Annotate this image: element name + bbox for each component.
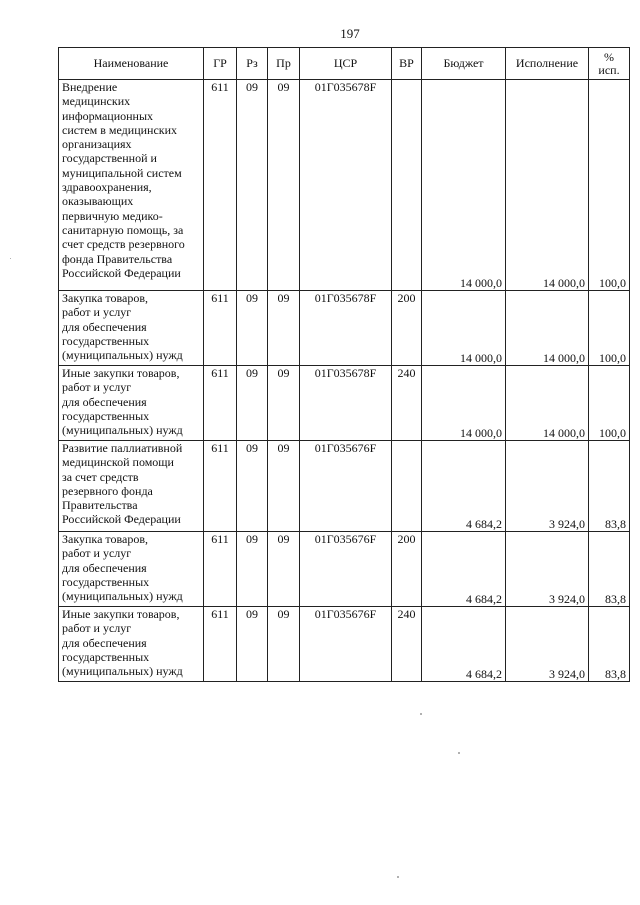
row-gr: 611	[204, 607, 237, 682]
row-rz: 09	[237, 366, 268, 441]
row-rz: 09	[237, 532, 268, 607]
row-name-line: Внедрение	[62, 80, 118, 94]
table-row	[59, 80, 630, 291]
row-budget: 4 684,2	[422, 607, 506, 682]
table-body	[59, 80, 630, 682]
row-percent: 100,0	[589, 366, 630, 441]
row-name-line: для обеспечения	[62, 635, 147, 650]
row-vr: 240	[392, 366, 422, 441]
row-budget: 14 000,0	[422, 80, 506, 291]
row-name	[59, 441, 204, 532]
row-execution: 14 000,0	[506, 80, 589, 291]
row-vr	[392, 80, 422, 291]
row-name-line: счет средств резервного	[62, 237, 185, 252]
row-pr: 09	[268, 291, 300, 366]
row-name-line: санитарную помощь, за	[62, 222, 184, 237]
row-name-line: (муниципальных) нужд	[62, 348, 183, 363]
header-percent-label: исп.	[598, 62, 620, 77]
row-name	[59, 80, 204, 291]
table-row	[59, 607, 630, 682]
header-vr: ВР	[392, 48, 422, 80]
row-csr: 01Г035678F	[300, 366, 392, 441]
row-rz: 09	[237, 291, 268, 366]
row-vr	[392, 441, 422, 532]
row-csr: 01Г035676F	[300, 441, 392, 532]
row-gr: 611	[204, 532, 237, 607]
row-name-line: Иные закупки товаров,	[62, 366, 180, 380]
row-percent: 83,8	[589, 441, 630, 532]
row-execution: 3 924,0	[506, 607, 589, 682]
row-percent: 83,8	[589, 532, 630, 607]
row-name-line: для обеспечения	[62, 394, 147, 409]
row-name-line: Российской Федерации	[62, 512, 181, 527]
header-name: Наименование	[59, 48, 204, 80]
row-rz: 09	[237, 441, 268, 532]
header-rz: Рз	[237, 48, 268, 80]
row-rz: 09	[237, 607, 268, 682]
header-percent	[589, 48, 630, 80]
row-name-line: Иные закупки товаров,	[62, 607, 180, 621]
row-vr: 200	[392, 291, 422, 366]
row-name-line: оказывающих	[62, 194, 134, 209]
scan-speck	[420, 713, 422, 715]
row-name-line: систем в медицинских	[62, 122, 178, 137]
header-percent-symbol: %	[604, 49, 614, 64]
scan-speck	[10, 258, 11, 259]
header-execution: Исполнение	[506, 48, 589, 80]
row-name-line: государственных	[62, 333, 150, 348]
row-name-line: государственных	[62, 408, 150, 423]
row-name-line: муниципальной систем	[62, 165, 182, 180]
row-execution: 3 924,0	[506, 441, 589, 532]
table-header-row	[59, 48, 630, 80]
scan-speck	[458, 752, 460, 754]
row-name-line: Закупка товаров,	[62, 291, 148, 305]
row-name-line: (муниципальных) нужд	[62, 423, 183, 438]
row-budget: 14 000,0	[422, 366, 506, 441]
row-name-line: работ и услуг	[62, 305, 132, 320]
row-name	[59, 291, 204, 366]
row-csr: 01Г035676F	[300, 532, 392, 607]
row-percent: 83,8	[589, 607, 630, 682]
row-gr: 611	[204, 441, 237, 532]
row-name-line: государственной и	[62, 151, 157, 166]
row-budget: 4 684,2	[422, 532, 506, 607]
row-name-line: государственных	[62, 649, 150, 664]
row-name-line: резервного фонда	[62, 483, 153, 498]
row-pr: 09	[268, 80, 300, 291]
row-csr: 01Г035678F	[300, 80, 392, 291]
row-pr: 09	[268, 366, 300, 441]
row-execution: 14 000,0	[506, 366, 589, 441]
row-csr: 01Г035678F	[300, 291, 392, 366]
row-name-line: организациях	[62, 137, 132, 152]
row-name-line: работ и услуг	[62, 621, 132, 636]
row-name-line: Российской Федерации	[62, 265, 181, 280]
row-name-line: работ и услуг	[62, 546, 132, 561]
row-name-line: информационных	[62, 108, 154, 123]
row-name-line: (муниципальных) нужд	[62, 664, 183, 679]
row-vr: 200	[392, 532, 422, 607]
row-name	[59, 366, 204, 441]
row-name-line: работ и услуг	[62, 380, 132, 395]
row-csr: 01Г035676F	[300, 607, 392, 682]
page-number: 197	[340, 26, 360, 41]
header-budget: Бюджет	[422, 48, 506, 80]
row-name-line: первичную медико-	[62, 208, 163, 223]
row-budget: 4 684,2	[422, 441, 506, 532]
row-name-line: для обеспечения	[62, 560, 147, 575]
row-name-line: фонда Правительства	[62, 251, 173, 266]
row-name-line: Закупка товаров,	[62, 532, 148, 546]
table-row	[59, 291, 630, 366]
table-row	[59, 532, 630, 607]
row-budget: 14 000,0	[422, 291, 506, 366]
row-execution: 14 000,0	[506, 291, 589, 366]
row-name-line: государственных	[62, 574, 150, 589]
row-pr: 09	[268, 532, 300, 607]
row-pr: 09	[268, 441, 300, 532]
row-pr: 09	[268, 607, 300, 682]
row-name-line: (муниципальных) нужд	[62, 589, 183, 604]
row-gr: 611	[204, 80, 237, 291]
row-execution: 3 924,0	[506, 532, 589, 607]
table-row	[59, 441, 630, 532]
row-name-line: здравоохранения,	[62, 180, 152, 195]
header-gr: ГР	[204, 48, 237, 80]
header-pr: Пр	[268, 48, 300, 80]
budget-table	[58, 47, 630, 682]
row-name-line: медицинской помощи	[62, 455, 174, 470]
row-name	[59, 607, 204, 682]
table-row	[59, 366, 630, 441]
row-name-line: для обеспечения	[62, 319, 147, 334]
header-csr: ЦСР	[300, 48, 392, 80]
row-vr: 240	[392, 607, 422, 682]
row-gr: 611	[204, 291, 237, 366]
row-percent: 100,0	[589, 80, 630, 291]
row-percent: 100,0	[589, 291, 630, 366]
row-name-line: за счет средств	[62, 469, 139, 484]
scan-speck	[397, 876, 399, 878]
row-gr: 611	[204, 366, 237, 441]
row-name	[59, 532, 204, 607]
row-name-line: Правительства	[62, 498, 138, 513]
row-name-line: медицинских	[62, 94, 131, 109]
row-rz: 09	[237, 80, 268, 291]
row-name-line: Развитие паллиативной	[62, 441, 183, 455]
